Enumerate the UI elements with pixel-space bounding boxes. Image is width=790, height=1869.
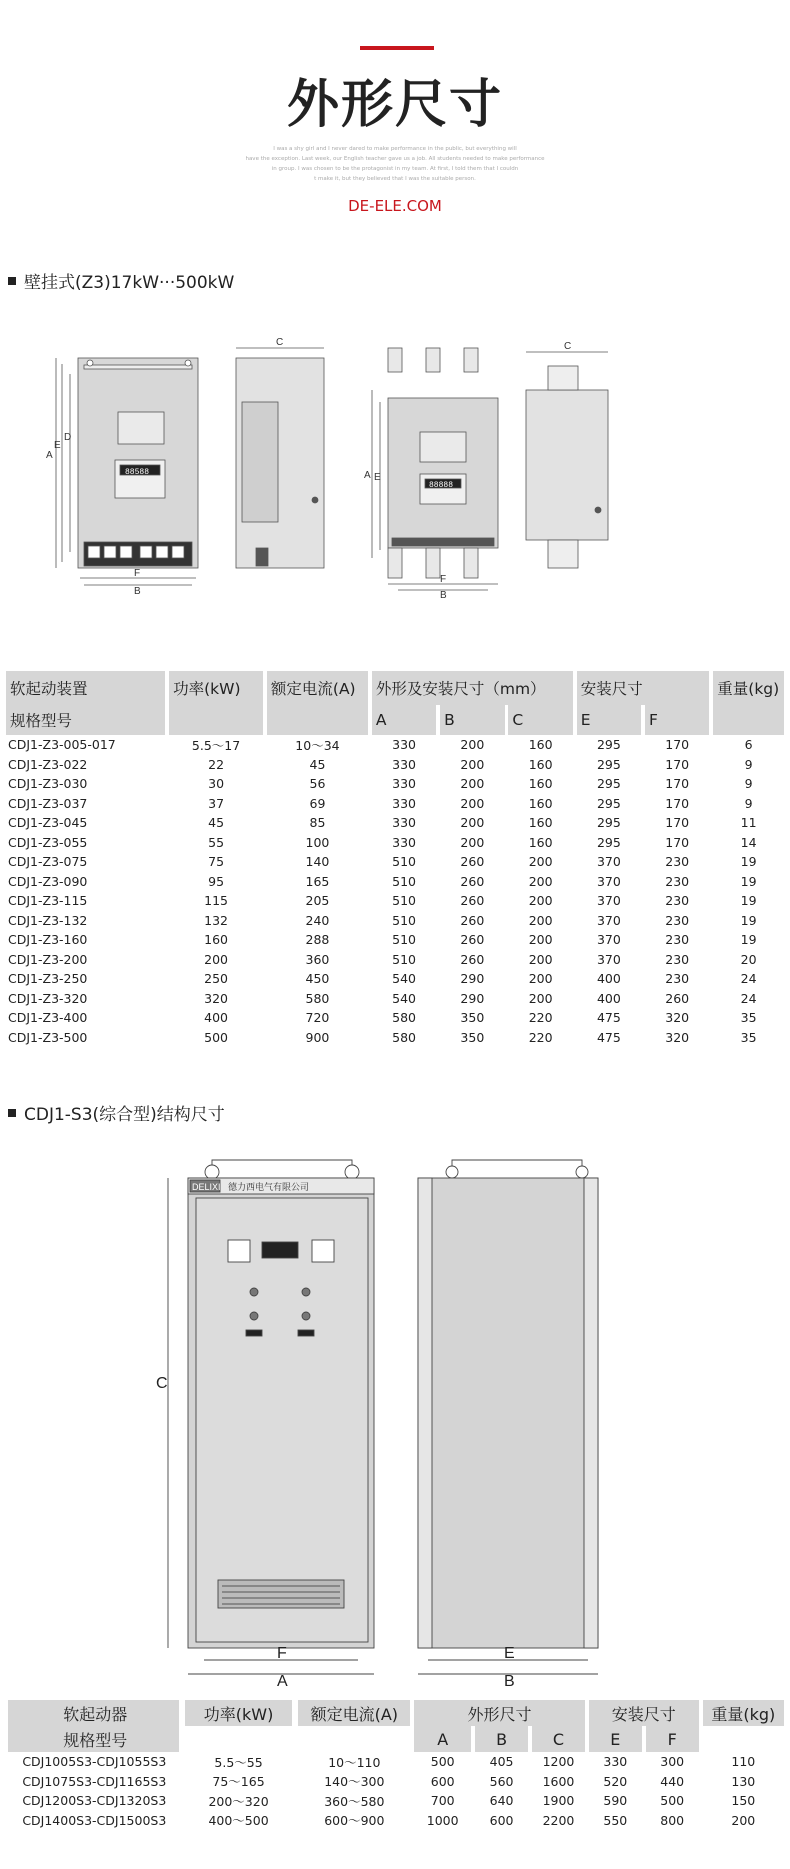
col-current-header: 额定电流(A) xyxy=(298,1700,410,1726)
table-cell: 540 xyxy=(392,990,416,1006)
table-cell: 56 xyxy=(309,776,326,792)
table-cell: 170 xyxy=(665,737,690,753)
cabinet-spec-table: 软起动器 功率(kW) 额定电流(A) 外形尺寸 安装尺寸 重量(kg) 规格型号 A B C E F CDJ1005S3-CDJ1055S3 5.5～55 10～110 500 405 1200 330 300 110 CDJ1075S3-CDJ1165S3 75～165 140～300 600 560 1600 520 440 130 CDJ1200S3-CDJ1320S3 200～320 360～580 700 640 1900 590 500 150 CDJ1400S3-CDJ1500S3 400～500 600～900 1000 600 2200 550 800 200 xyxy=(8,1700,784,1830)
table-cell: 510 xyxy=(392,951,416,967)
table-row xyxy=(6,911,784,931)
table-cell: 110 xyxy=(731,1754,756,1770)
table-row xyxy=(6,872,784,892)
table-cell: 170 xyxy=(665,834,690,850)
table-cell: 200 xyxy=(460,776,485,792)
table-cell: 14 xyxy=(740,834,757,850)
col-weight-header: 重量(kg) xyxy=(713,671,784,705)
table-cell: 200～320 xyxy=(208,1793,269,1809)
table-cell: 230 xyxy=(665,951,690,967)
table-cell: 260 xyxy=(460,951,485,967)
table-cell: 295 xyxy=(596,795,621,811)
dim-b-label: B xyxy=(134,586,141,597)
table-cell: 160 xyxy=(528,795,553,811)
table-cell: CDJ1-Z3-400 xyxy=(8,1010,88,1026)
table-row xyxy=(6,774,784,794)
table-cell: CDJ1-Z3-320 xyxy=(8,990,88,1006)
table-cell: CDJ1400S3-CDJ1500S3 xyxy=(22,1812,167,1828)
cabinet-side xyxy=(418,1178,598,1648)
table-cell: 290 xyxy=(460,990,485,1006)
table-cell: 1000 xyxy=(426,1812,459,1828)
table-cell: 295 xyxy=(596,737,621,753)
dim-e-label: E xyxy=(54,440,61,451)
table-cell: 900 xyxy=(305,1029,330,1045)
lcd-readout-2: 88888 xyxy=(429,481,454,490)
table-cell: CDJ1-Z3-160 xyxy=(8,932,88,948)
table-cell: 170 xyxy=(665,756,690,772)
table-cell: 5.5～17 xyxy=(191,737,241,753)
table-cell: 510 xyxy=(392,893,416,909)
table-cell: 140～300 xyxy=(324,1774,385,1790)
table-cell: 295 xyxy=(596,756,621,772)
table-cell: 19 xyxy=(740,893,757,909)
col-model-header: 软起动装置 xyxy=(6,671,165,705)
table-row xyxy=(6,950,784,970)
dim-c2-label: C xyxy=(564,341,572,352)
table-cell: 9 xyxy=(744,756,753,772)
table-cell: 200 xyxy=(528,990,553,1006)
table-cell: 200 xyxy=(528,932,553,948)
col-weight-header: 重量(kg) xyxy=(703,1700,784,1726)
table-row xyxy=(8,1772,784,1792)
table-cell: 320 xyxy=(665,1029,690,1045)
table-cell: 75～165 xyxy=(212,1774,265,1790)
table-cell: 540 xyxy=(392,971,416,987)
table-row xyxy=(6,891,784,911)
col-model-header: 软起动器 xyxy=(8,1700,179,1726)
table-cell: 700 xyxy=(430,1793,455,1809)
col-dims-header: 外形尺寸 xyxy=(414,1700,585,1726)
cabinet-dim-f-label: F xyxy=(277,1645,287,1662)
table-cell: 800 xyxy=(660,1812,685,1828)
table-cell: 510 xyxy=(392,912,416,928)
table-cell: CDJ1-Z3-090 xyxy=(8,873,88,889)
table-cell: 45 xyxy=(208,815,225,831)
dim-a-label: A xyxy=(46,450,53,461)
site-link[interactable]: DE-ELE.COM xyxy=(348,197,442,215)
page-title: 外形尺寸 xyxy=(286,75,503,135)
table-cell: CDJ1-Z3-022 xyxy=(8,756,88,772)
table-cell: 24 xyxy=(740,990,757,1006)
table-cell: 260 xyxy=(460,873,485,889)
table-cell: 290 xyxy=(460,971,485,987)
col-dims-header: 外形及安装尺寸（mm） xyxy=(372,671,573,705)
table-cell: 170 xyxy=(665,815,690,831)
table-cell: 370 xyxy=(596,873,621,889)
table-cell: 370 xyxy=(596,932,621,948)
table-row xyxy=(6,755,784,775)
table-row xyxy=(8,1752,784,1772)
table-cell: 200 xyxy=(528,873,553,889)
table-cell: 350 xyxy=(460,1029,485,1045)
table-cell: 450 xyxy=(305,971,330,987)
table-cell: 220 xyxy=(528,1010,553,1026)
table-cell: 132 xyxy=(204,912,228,928)
wall-mount-spec-table: 软起动装置 功率(kW) 额定电流(A) 外形及安装尺寸（mm） 安装尺寸 重量(kg) 规格型号 A B C E F CDJ1-Z3-005-017 5.5～17 10～34 330 200 160 295 170 6 CDJ1-Z3-022 22 45 330 200 160 295 170 9 CDJ1-Z3-030 30 56 330 200 160 295 170 9 CDJ1-Z3-037 37 69 330 200 160 295 170 9 CDJ1-Z3-045 45 85 330 200 160 295 170 11 CDJ1-Z3-055 55 100 330 200 160 295 170 14 CDJ1-Z3-075 75 140 510 260 200 370 230 19 CDJ1-Z3-090 95 165 510 260 200 370 230 19 CDJ1-Z3-115 115 205 510 260 200 370 230 19 CDJ1-Z3-132 132 240 510 260 200 370 230 19 CDJ1-Z3-160 160 288 510 260 200 370 230 19 CDJ1-Z3-200 200 360 510 260 200 370 230 20 CDJ1-Z3-250 250 450 540 290 200 400 230 24 CDJ1-Z3-320 320 580 540 290 200 400 260 24 CDJ1-Z3-400 400 720 580 350 220 475 320 35 CDJ1-Z3-500 500 900 580 350 220 475 320 35 xyxy=(6,671,784,1047)
bullet-square-icon xyxy=(8,277,16,285)
table-cell: 440 xyxy=(660,1773,685,1789)
table-cell: 230 xyxy=(665,912,690,928)
table-row xyxy=(6,1028,784,1048)
cabinet-brand: 德力西电气有限公司 xyxy=(228,1182,310,1192)
table-cell: 510 xyxy=(392,932,416,948)
table-row xyxy=(6,930,784,950)
table-cell: 580 xyxy=(392,1010,416,1026)
table-cell: 75 xyxy=(208,854,225,870)
table-cell: 140 xyxy=(305,854,330,870)
col-install-header: 安装尺寸 xyxy=(577,671,710,705)
table-cell: 35 xyxy=(740,1010,757,1026)
table-row xyxy=(6,852,784,872)
table-cell: 320 xyxy=(204,990,228,1006)
table-cell: 370 xyxy=(596,854,621,870)
table-cell: 580 xyxy=(392,1029,416,1045)
table-cell: 160 xyxy=(528,776,553,792)
table-cell: CDJ1-Z3-037 xyxy=(8,795,88,811)
table-row xyxy=(8,1791,784,1811)
table-cell: 45 xyxy=(309,756,326,772)
table-cell: 330 xyxy=(392,815,416,831)
table-cell: 11 xyxy=(740,815,757,831)
table-cell: 200 xyxy=(528,912,553,928)
table-cell: 260 xyxy=(460,893,485,909)
table-cell: 170 xyxy=(665,795,690,811)
col-power-header: 功率(kW) xyxy=(169,671,263,705)
dim-f2-label: F xyxy=(440,574,447,585)
table-cell: 230 xyxy=(665,893,690,909)
table-cell: 200 xyxy=(528,971,553,987)
table-cell: 9 xyxy=(744,795,753,811)
table-cell: 250 xyxy=(204,971,228,987)
table-cell: 370 xyxy=(596,912,621,928)
dim-a2-label: A xyxy=(364,470,371,481)
table-cell: 400 xyxy=(596,990,621,1006)
table-cell: 37 xyxy=(208,795,225,811)
table-cell: 600 xyxy=(430,1773,455,1789)
table-cell: CDJ1-Z3-055 xyxy=(8,834,88,850)
table-cell: 720 xyxy=(305,1010,330,1026)
table-cell: 160 xyxy=(528,834,553,850)
table-cell: 330 xyxy=(392,776,416,792)
col-power-header: 功率(kW) xyxy=(185,1700,293,1726)
bullet-square-icon xyxy=(8,1109,16,1117)
table-cell: 1600 xyxy=(542,1773,575,1789)
table-cell: CDJ1-Z3-075 xyxy=(8,854,88,870)
table-cell: 1200 xyxy=(542,1754,575,1770)
table-cell: 200 xyxy=(460,815,485,831)
table-cell: 160 xyxy=(204,932,228,948)
table-cell: CDJ1200S3-CDJ1320S3 xyxy=(22,1793,167,1809)
table-cell: 200 xyxy=(528,854,553,870)
table-cell: 230 xyxy=(665,854,690,870)
table-cell: 580 xyxy=(305,990,330,1006)
table-row xyxy=(8,1811,784,1831)
dim-e2-label: E xyxy=(374,472,381,483)
table-cell: 200 xyxy=(460,834,485,850)
table-cell: 55 xyxy=(208,834,225,850)
table-cell: 510 xyxy=(392,854,416,870)
table-cell: 165 xyxy=(305,873,330,889)
table-cell: 22 xyxy=(208,756,225,772)
table-cell: 400 xyxy=(596,971,621,987)
table-cell: 160 xyxy=(528,815,553,831)
table-cell: 600～900 xyxy=(324,1813,385,1829)
table-cell: 400～500 xyxy=(208,1813,269,1829)
table-cell: CDJ1-Z3-250 xyxy=(8,971,88,987)
table-cell: 24 xyxy=(740,971,757,987)
table-cell: 200 xyxy=(204,951,228,967)
col-current-header: 额定电流(A) xyxy=(267,671,368,705)
table-row xyxy=(6,735,784,755)
table-cell: 10～34 xyxy=(295,737,340,753)
table-row xyxy=(6,833,784,853)
table-cell: 95 xyxy=(208,873,225,889)
table-cell: 550 xyxy=(603,1812,628,1828)
table-cell: 475 xyxy=(596,1029,621,1045)
table-row xyxy=(6,989,784,1009)
table-cell: 240 xyxy=(305,912,330,928)
table-cell: 260 xyxy=(460,854,485,870)
table-cell: 220 xyxy=(528,1029,553,1045)
table-cell: 330 xyxy=(392,834,416,850)
table-cell: 288 xyxy=(305,932,330,948)
table-cell: 370 xyxy=(596,893,621,909)
table-cell: 200 xyxy=(460,756,485,772)
table-cell: 360～580 xyxy=(324,1793,385,1809)
table-cell: 200 xyxy=(528,951,553,967)
table-row xyxy=(6,969,784,989)
table-cell: 260 xyxy=(460,912,485,928)
table-cell: 19 xyxy=(740,932,757,948)
table-cell: 150 xyxy=(731,1793,756,1809)
lcd-readout: 88588 xyxy=(125,468,150,477)
table-cell: 330 xyxy=(392,737,416,753)
table-cell: CDJ1-Z3-030 xyxy=(8,776,88,792)
table-cell: 320 xyxy=(665,1010,690,1026)
dim-d-label: D xyxy=(64,432,72,443)
table-cell: 5.5～55 xyxy=(214,1754,263,1770)
dim-c-label: C xyxy=(276,337,284,348)
table-cell: 200 xyxy=(731,1812,756,1828)
table-cell: 6 xyxy=(744,737,753,753)
table-cell: 300 xyxy=(660,1754,685,1770)
table-cell: 330 xyxy=(392,795,416,811)
table-cell: 85 xyxy=(309,815,326,831)
table-cell: CDJ1-Z3-200 xyxy=(8,951,88,967)
table-cell: 1900 xyxy=(542,1793,575,1809)
table-cell: 360 xyxy=(305,951,330,967)
table-cell: 19 xyxy=(740,854,757,870)
table-cell: CDJ1-Z3-005-017 xyxy=(8,737,116,753)
dim-f-label: F xyxy=(134,568,141,579)
table-cell: 400 xyxy=(204,1010,228,1026)
table-cell: 230 xyxy=(665,971,690,987)
table-cell: CDJ1-Z3-500 xyxy=(8,1029,88,1045)
table-cell: 19 xyxy=(740,873,757,889)
table-cell: 200 xyxy=(460,795,485,811)
col-install-header: 安装尺寸 xyxy=(589,1700,699,1726)
table-cell: 295 xyxy=(596,834,621,850)
table-cell: 640 xyxy=(489,1793,514,1809)
table-cell: CDJ1075S3-CDJ1165S3 xyxy=(22,1773,167,1789)
table-cell: 260 xyxy=(665,990,690,1006)
cabinet-drawings xyxy=(0,1140,790,1690)
table-cell: 19 xyxy=(740,912,757,928)
table-cell: 295 xyxy=(596,815,621,831)
section1-heading: 壁挂式(Z3)17kW···500kW xyxy=(8,268,234,293)
table-cell: 130 xyxy=(731,1773,756,1789)
table-cell: 10～110 xyxy=(328,1754,381,1770)
table-cell: CDJ1-Z3-132 xyxy=(8,912,88,928)
table-cell: 160 xyxy=(528,756,553,772)
table-cell: 20 xyxy=(740,951,757,967)
table-cell: 260 xyxy=(460,932,485,948)
cabinet-dim-e-label: E xyxy=(504,1645,515,1662)
table-cell: 330 xyxy=(392,756,416,772)
table-cell: 510 xyxy=(392,873,416,889)
cabinet-dim-b-label: B xyxy=(504,1673,515,1690)
table-cell: 170 xyxy=(665,776,690,792)
table-cell: 30 xyxy=(208,776,225,792)
table-cell: 9 xyxy=(744,776,753,792)
cabinet-logo: DELIXI xyxy=(192,1182,221,1192)
table-cell: 330 xyxy=(603,1754,628,1770)
table-cell: 100 xyxy=(305,834,330,850)
table-cell: 205 xyxy=(305,893,330,909)
table-cell: CDJ1-Z3-045 xyxy=(8,815,88,831)
table-cell: 590 xyxy=(603,1793,628,1809)
table-row xyxy=(6,794,784,814)
table-cell: 230 xyxy=(665,932,690,948)
dim-b2-label: B xyxy=(440,590,447,601)
table-row xyxy=(6,813,784,833)
section2-heading: CDJ1-S3(综合型)结构尺寸 xyxy=(8,1100,225,1125)
table-cell: 200 xyxy=(460,737,485,753)
table-cell: 350 xyxy=(460,1010,485,1026)
table-cell: 200 xyxy=(528,893,553,909)
title-accent-bar xyxy=(360,46,434,50)
table-cell: 230 xyxy=(665,873,690,889)
table-cell: 2200 xyxy=(542,1812,575,1828)
cabinet-dim-c-label: C xyxy=(156,1375,168,1392)
table-cell: 500 xyxy=(204,1029,228,1045)
table-cell: 475 xyxy=(596,1010,621,1026)
table-cell: 295 xyxy=(596,776,621,792)
table-row xyxy=(6,1008,784,1028)
table-cell: 35 xyxy=(740,1029,757,1045)
table-cell: CDJ1005S3-CDJ1055S3 xyxy=(22,1754,167,1770)
table-cell: 520 xyxy=(603,1773,628,1789)
table-cell: 405 xyxy=(489,1754,514,1770)
intro-text: I was a shy girl and I never dared to make performance in the public, but everything will have the exception. Last week, our English teacher gave us a job. All students needed to make performance in group. I was chosen to be the protagonist in my team. At first, I told them that I couldn t make it, but they believed that I was the suitable person. xyxy=(245,146,545,182)
wall-mount-drawings xyxy=(0,330,790,610)
table-cell: 600 xyxy=(489,1812,514,1828)
table-cell: 500 xyxy=(430,1754,455,1770)
cabinet-dim-a-label: A xyxy=(277,1673,288,1690)
table-cell: 560 xyxy=(489,1773,514,1789)
table-cell: 370 xyxy=(596,951,621,967)
table-cell: 160 xyxy=(528,737,553,753)
table-cell: 115 xyxy=(204,893,228,909)
table-cell: CDJ1-Z3-115 xyxy=(8,893,88,909)
table-cell: 500 xyxy=(660,1793,685,1809)
table-cell: 69 xyxy=(309,795,326,811)
